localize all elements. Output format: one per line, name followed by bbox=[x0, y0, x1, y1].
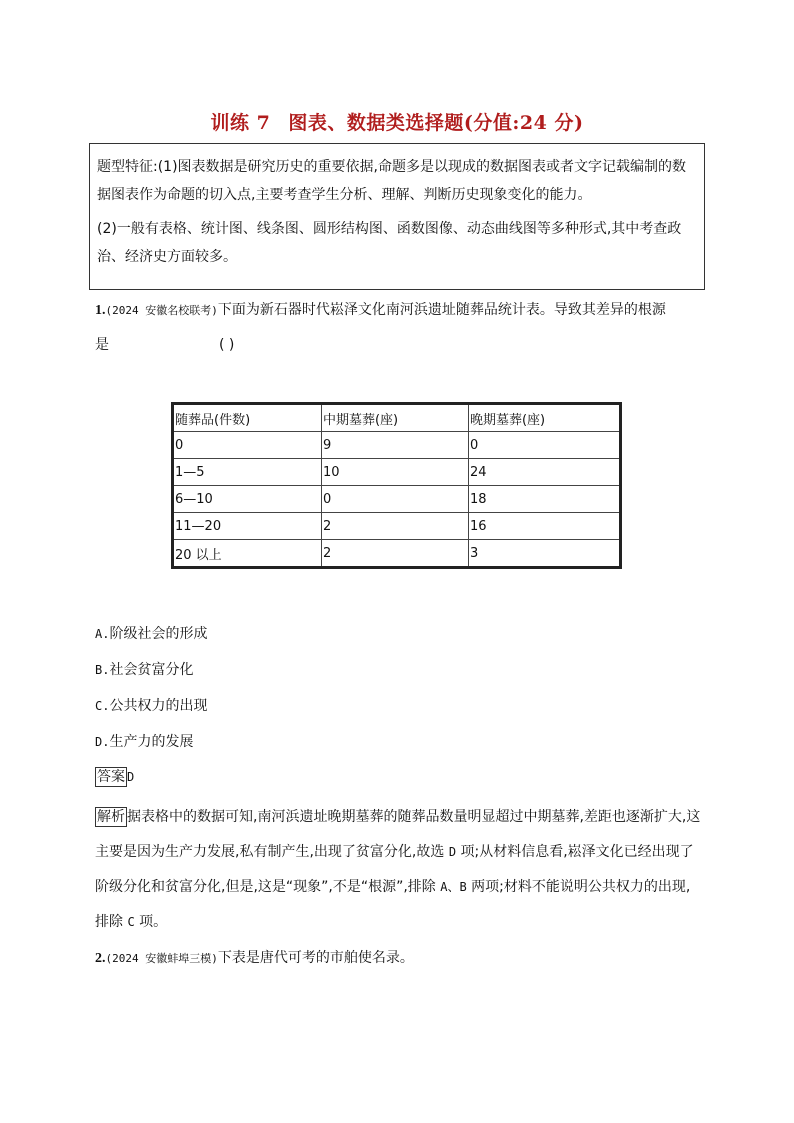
option-letter: B. bbox=[95, 663, 110, 677]
question-stem-end: 是 bbox=[95, 337, 109, 353]
table-row bbox=[173, 513, 621, 540]
question-1 bbox=[95, 296, 705, 359]
table-row bbox=[173, 432, 621, 459]
analysis-paragraph bbox=[95, 800, 703, 940]
table-cell: 18 bbox=[468, 486, 620, 513]
option-b bbox=[95, 660, 193, 680]
intro-paragraph-2: (2)一般有表格、统计图、线条图、圆形结构图、函数图像、动态曲线图等多种形式,其中考查政治、经济史方面较多。 bbox=[97, 221, 682, 265]
table-cell: 24 bbox=[468, 459, 620, 486]
table-cell: 9 bbox=[321, 432, 468, 459]
analysis-option-ref: D bbox=[448, 845, 457, 859]
table-cell: 2 bbox=[321, 540, 468, 568]
option-c bbox=[95, 696, 207, 716]
title-part-topic: 图表、数据类选择题(分值:24 分) bbox=[288, 112, 584, 134]
analysis-label: 解析 bbox=[97, 809, 125, 825]
intro-paragraph-1: 题型特征:(1)图表数据是研究历史的重要依据,命题多是以现成的数据图表或者文字记载编制的数据图表作为命题的切入点,主要考查学生分析、理解、判断历史现象变化的能力。 bbox=[97, 159, 686, 203]
analysis-text: 两项;材料不能说明公共权力的出现,排除 bbox=[95, 879, 691, 930]
table-cell: 20 以上 bbox=[173, 540, 322, 568]
table-cell: 2 bbox=[321, 513, 468, 540]
answer-label: 答案 bbox=[97, 769, 125, 785]
burial-goods-table bbox=[171, 402, 622, 569]
table-row bbox=[173, 540, 621, 568]
table-cell: 0 bbox=[321, 486, 468, 513]
question-stem: 下面为新石器时代崧泽文化南河浜遗址随葬品统计表。导致其差异的根源 bbox=[217, 302, 666, 318]
question-number: 2. bbox=[95, 951, 106, 966]
table-cell: 0 bbox=[173, 432, 322, 459]
analysis-option-ref: A、B bbox=[440, 880, 467, 894]
table-cell: 6—10 bbox=[173, 486, 322, 513]
question-2 bbox=[95, 944, 414, 973]
option-text: 生产力的发展 bbox=[109, 734, 194, 750]
analysis-option-ref: C bbox=[127, 915, 135, 929]
question-number: 1. bbox=[95, 303, 106, 318]
analysis-text: 项;从材料信息看,崧泽文化已经出现了阶级分化和贫富分化,但是,这是“现象”,不是“根源”,排除 bbox=[95, 844, 694, 895]
option-d bbox=[95, 732, 193, 752]
table-row bbox=[173, 486, 621, 513]
table-cell: 10 bbox=[321, 459, 468, 486]
option-text: 阶级社会的形成 bbox=[109, 626, 208, 642]
option-letter: D. bbox=[95, 735, 110, 749]
question-source: (2024 安徽名校联考) bbox=[105, 304, 218, 317]
table-header-cell: 晚期墓葬(座) bbox=[468, 404, 620, 432]
table-cell: 0 bbox=[468, 432, 620, 459]
question-type-box bbox=[89, 143, 705, 290]
page-title bbox=[0, 108, 794, 135]
analysis-text: 项。 bbox=[134, 914, 168, 930]
option-a bbox=[95, 624, 207, 644]
table-row bbox=[173, 459, 621, 486]
answer-line bbox=[95, 767, 134, 787]
table-header-row bbox=[173, 404, 621, 432]
option-text: 公共权力的出现 bbox=[109, 698, 208, 714]
table-cell: 1—5 bbox=[173, 459, 322, 486]
question-source: (2024 安徽蚌埠三模) bbox=[105, 952, 218, 965]
option-letter: A. bbox=[95, 627, 110, 641]
table-cell: 11—20 bbox=[173, 513, 322, 540]
option-text: 社会贫富分化 bbox=[109, 662, 194, 678]
answer-blank: ( ) bbox=[219, 337, 235, 353]
table-cell: 3 bbox=[468, 540, 620, 568]
analysis-text: 据表格中的数据可知,南河浜遗址晚期墓葬的随葬品数量明显超过中期墓葬,差距也逐渐扩大,这主要是因为生产力发展,私有制产生,出现了贫富分化,故选 bbox=[95, 809, 701, 860]
question-stem: 下表是唐代可考的市舶使名录。 bbox=[217, 950, 414, 966]
table-cell: 16 bbox=[468, 513, 620, 540]
title-part-number: 训练 7 bbox=[210, 112, 271, 134]
table-header-cell: 随葬品(件数) bbox=[173, 404, 322, 432]
option-letter: C. bbox=[95, 699, 110, 713]
answer-value: D bbox=[127, 770, 135, 784]
table-header-cell: 中期墓葬(座) bbox=[321, 404, 468, 432]
